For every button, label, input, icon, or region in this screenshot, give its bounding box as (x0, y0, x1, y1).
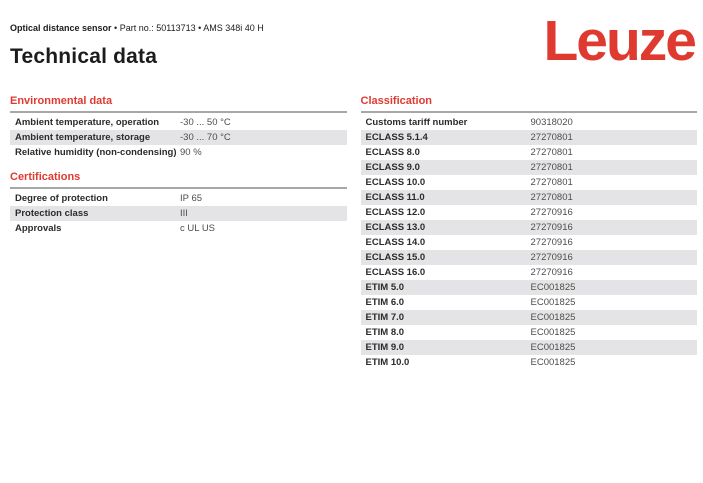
property-label: ECLASS 9.0 (365, 162, 420, 173)
property-value: 27270916 (530, 222, 573, 233)
content-area (10, 95, 697, 370)
property-label: ETIM 6.0 (365, 297, 405, 308)
property-value: 90 % (180, 147, 202, 158)
section-divider (10, 187, 347, 189)
table-row (361, 355, 698, 370)
property-value: EC001825 (530, 297, 576, 308)
property-value: -30 ... 50 °C (180, 117, 231, 128)
property-value: EC001825 (530, 357, 576, 368)
table-row (361, 250, 698, 265)
property-value: -30 ... 70 °C (180, 132, 231, 143)
property-label: ETIM 7.0 (365, 312, 405, 323)
table-row (361, 265, 698, 280)
property-label: ETIM 5.0 (365, 282, 405, 293)
section-rows (10, 191, 347, 236)
section-divider (361, 111, 698, 113)
page-header (10, 9, 697, 73)
data-section (361, 95, 698, 370)
table-row (10, 115, 347, 130)
property-label: ECLASS 13.0 (365, 222, 426, 233)
table-row (10, 206, 347, 221)
property-label: ECLASS 11.0 (365, 192, 425, 203)
property-label: ECLASS 15.0 (365, 252, 426, 263)
property-label: Ambient temperature, storage (15, 132, 151, 143)
table-row (10, 191, 347, 206)
section-rows (361, 115, 698, 370)
property-value: 27270801 (530, 132, 573, 143)
table-row (361, 325, 698, 340)
property-value: EC001825 (530, 312, 576, 323)
property-label: Customs tariff number (365, 117, 468, 128)
property-label: Protection class (15, 208, 89, 219)
table-row (361, 115, 698, 130)
property-label: ETIM 8.0 (365, 327, 405, 338)
right-column (361, 95, 698, 370)
property-value: 90318020 (530, 117, 573, 128)
table-row (361, 130, 698, 145)
table-row (361, 295, 698, 310)
property-value: 27270801 (530, 177, 573, 188)
property-value: EC001825 (530, 282, 576, 293)
table-row (361, 310, 698, 325)
property-label: ECLASS 5.1.4 (365, 132, 428, 143)
property-label: ECLASS 16.0 (365, 267, 426, 278)
table-row (361, 340, 698, 355)
property-label: Approvals (15, 223, 62, 234)
product-name: Optical distance sensor (10, 23, 112, 33)
table-row (361, 220, 698, 235)
property-label: ECLASS 12.0 (365, 207, 426, 218)
property-label: ECLASS 10.0 (365, 177, 426, 188)
leuze-logo: Leuze (543, 9, 695, 73)
section-heading: Environmental data (10, 95, 113, 107)
table-row (361, 145, 698, 160)
property-value: c UL US (180, 223, 216, 234)
section-divider (10, 111, 347, 113)
property-value: 27270916 (530, 207, 573, 218)
table-row (10, 221, 347, 236)
property-value: EC001825 (530, 342, 576, 353)
data-section (10, 171, 347, 236)
property-value: 27270916 (530, 267, 573, 278)
property-value: IP 65 (180, 193, 203, 204)
property-value: III (180, 208, 188, 219)
table-row (10, 130, 347, 145)
property-label: ETIM 10.0 (365, 357, 410, 368)
table-row (361, 175, 698, 190)
property-value: 27270916 (530, 252, 573, 263)
property-label: Relative humidity (non-condensing) (15, 147, 177, 158)
property-value: 27270801 (530, 192, 573, 203)
left-column (10, 95, 347, 370)
property-value: EC001825 (530, 327, 576, 338)
property-value: 27270801 (530, 162, 573, 173)
property-label: Ambient temperature, operation (15, 117, 160, 128)
property-label: ECLASS 14.0 (365, 237, 426, 248)
property-label: ECLASS 8.0 (365, 147, 420, 158)
section-heading: Classification (360, 95, 433, 107)
table-row (361, 160, 698, 175)
table-row (10, 145, 347, 160)
property-value: 27270801 (530, 147, 573, 158)
table-row (361, 205, 698, 220)
property-label: Degree of protection (15, 193, 108, 204)
page-title: Technical data (10, 45, 158, 68)
property-label: ETIM 9.0 (365, 342, 405, 353)
table-row (361, 190, 698, 205)
section-heading: Certifications (10, 171, 81, 183)
data-section (10, 95, 347, 160)
table-row (361, 235, 698, 250)
table-row (361, 280, 698, 295)
property-value: 27270916 (530, 237, 573, 248)
section-rows (10, 115, 347, 160)
product-meta-rest: • Part no.: 50113713 • AMS 348i 40 H (111, 23, 264, 33)
